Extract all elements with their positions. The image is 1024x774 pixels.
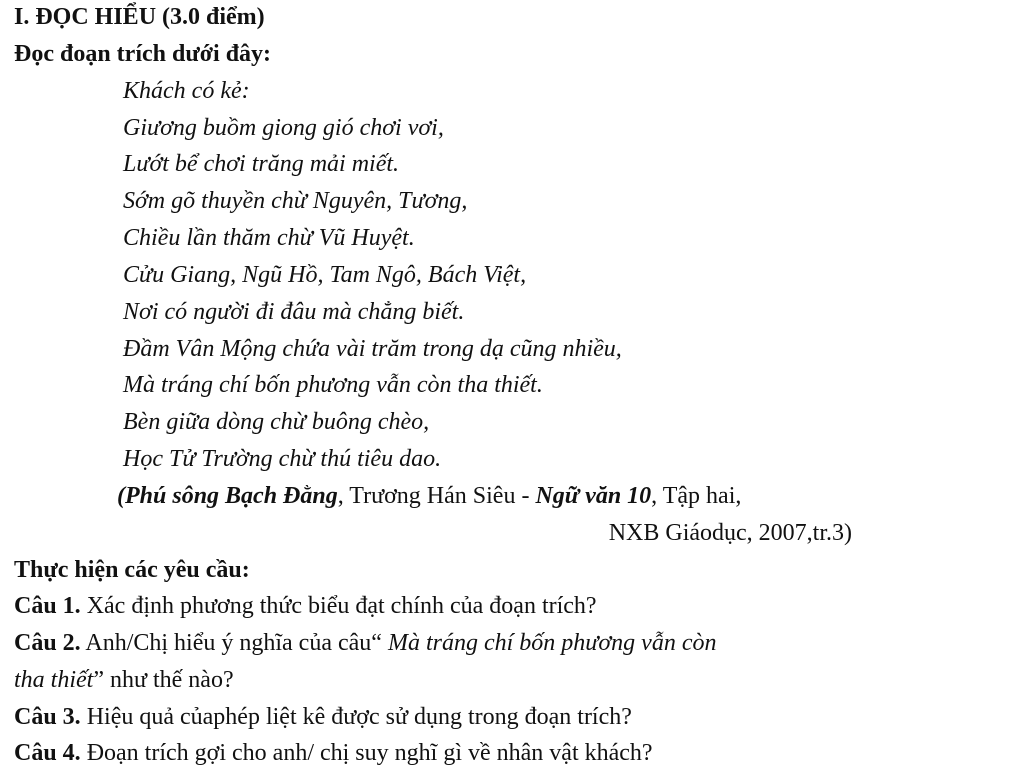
citation-open-paren: ( <box>117 483 125 509</box>
poem-line: Mà tráng chí bốn phương vẫn còn tha thiết. <box>123 372 543 398</box>
poem-line: Cửu Giang, Ngũ Hồ, Tam Ngô, Bách Việt, <box>123 262 527 288</box>
question-text: ” như thế nào? <box>93 667 234 693</box>
question-quote: tha thiết <box>14 667 94 693</box>
poem-line: Bèn giữa dòng chừ buông chèo, <box>123 409 430 435</box>
citation-volume: , Tập hai, <box>651 483 742 509</box>
poem-line: Sớm gõ thuyền chừ Nguyên, Tương, <box>123 188 468 214</box>
question-text: Xác định phương thức biểu đạt chính của đoạn trích? <box>80 593 597 619</box>
poem-line: Học Tử Trường chừ thú tiêu dao. <box>123 446 442 472</box>
question-label: Câu 1. <box>14 593 81 619</box>
citation-work-title: Phú sông Bạch Đằng <box>125 483 338 509</box>
question-text: Anh/Chị hiểu ý nghĩa của câu“ <box>80 630 388 656</box>
question-text: Hiệu quả củaphép liệt kê được sử dụng trong đoạn trích? <box>80 704 632 730</box>
question-1 <box>14 592 597 620</box>
question-label: Câu 4. <box>14 740 81 766</box>
question-2 <box>14 629 716 657</box>
poem-line: Chiều lần thăm chừ Vũ Huyệt. <box>123 225 415 251</box>
poem-line: Đầm Vân Mộng chứa vài trăm trong dạ cũng nhiều, <box>123 336 622 362</box>
citation-book-title: Ngữ văn 10 <box>535 483 652 509</box>
poem-line: Giương buồm giong gió chơi vơi, <box>123 115 444 141</box>
question-4 <box>14 739 653 767</box>
question-label: Câu 3. <box>14 704 81 730</box>
tasks-heading: Thực hiện các yêu cầu: <box>14 557 250 583</box>
poem-line: Lướt bể chơi trăng mải miết. <box>123 151 400 177</box>
reading-instruction: Đọc đoạn trích dưới đây: <box>14 41 272 67</box>
question-label: Câu 2. <box>14 630 81 656</box>
poem-line: Nơi có người đi đâu mà chẳng biết. <box>123 299 465 325</box>
citation <box>117 482 741 510</box>
question-text: Đoạn trích gợi cho anh/ chị suy nghĩ gì về nhân vật khách? <box>80 740 653 766</box>
citation-author: , Trương Hán Siêu - <box>337 483 536 509</box>
section-title: I. ĐỌC HIỂU (3.0 điểm) <box>14 4 265 30</box>
citation-publisher: NXB Giáodục, 2007,tr.3) <box>608 520 852 546</box>
poem-line: Khách có kẻ: <box>123 78 250 104</box>
question-3 <box>14 703 632 731</box>
question-quote: Mà tráng chí bốn phương vẫn còn <box>387 630 717 656</box>
question-2-continued <box>14 666 234 694</box>
